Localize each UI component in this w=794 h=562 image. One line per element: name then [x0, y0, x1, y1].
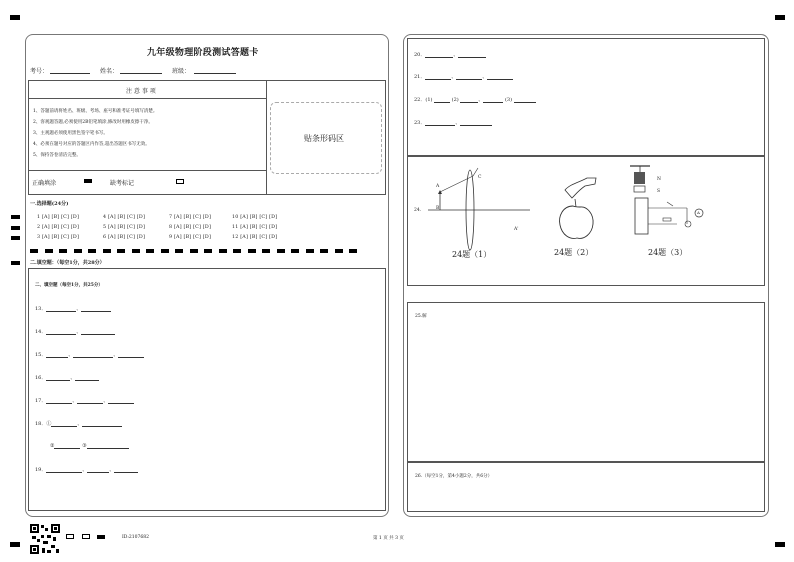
answer-blank[interactable]	[87, 444, 129, 449]
footer-filled-box	[97, 535, 105, 539]
question-number: 21．	[414, 74, 426, 80]
question-15: 15． 、 、	[35, 351, 144, 358]
name-label: 姓名：	[100, 68, 119, 75]
notice-item: 3、主观题必须使用黑色签字笔书写。	[33, 131, 108, 136]
question-part: (2)	[451, 97, 459, 103]
fig1-caption: 24题（1）	[452, 250, 492, 259]
notice-item: 2、客观题答题,必须使用2B铅笔填涂,修改时用橡皮擦干净。	[33, 120, 153, 125]
answer-blank[interactable]	[425, 53, 453, 58]
notice-item: 4、必须在题号对应的答题区内作答,超出答题区书写无效。	[33, 142, 150, 147]
answer-area-25[interactable]	[407, 302, 765, 462]
answer-blank[interactable]	[81, 307, 111, 312]
question-17: 17． 、 、	[35, 397, 134, 404]
answer-blank[interactable]	[108, 399, 134, 404]
apple-stem	[575, 199, 576, 207]
footer-checkbox[interactable]	[82, 534, 90, 539]
answer-area-26[interactable]	[407, 462, 765, 512]
answer-blank[interactable]	[77, 399, 103, 404]
correct-fill-label: 正确填涂	[32, 180, 57, 187]
footer-checkbox[interactable]	[66, 534, 74, 539]
answer-blank[interactable]	[483, 98, 503, 103]
answer-blank[interactable]	[460, 121, 492, 126]
answer-blank[interactable]	[425, 121, 455, 126]
question-number: 14．	[35, 329, 47, 335]
page-title: 九年级物理阶段测试答题卡	[147, 48, 259, 58]
divider	[28, 170, 266, 171]
notice-item: 1、答题前请将姓名、班级、考场、座号和准考证号填写清楚。	[33, 109, 158, 114]
answer-blank[interactable]	[81, 330, 115, 335]
timing-mark	[10, 15, 20, 20]
question-22: 22．(1) (2) 、 (3)	[414, 96, 536, 103]
question-16: 16． 、	[35, 374, 99, 381]
fig2-caption: 24题（2）	[554, 248, 594, 257]
question-number: 18．①	[35, 421, 52, 427]
hand	[565, 178, 596, 198]
question-number: ③	[82, 443, 87, 449]
answer-blank[interactable]	[425, 75, 451, 80]
barcode-area-label: 贴条形码区	[304, 134, 344, 143]
fig1-label-A: A	[436, 184, 440, 189]
question-13: 13． 、	[35, 305, 111, 312]
answer-blank[interactable]	[514, 98, 536, 103]
question-number: 23．	[414, 120, 426, 126]
correct-fill-sample	[84, 179, 92, 183]
divider	[28, 98, 266, 99]
question-14: 14． 、	[35, 328, 115, 335]
choice-cell[interactable]: 1 [A] [B] [C] [D]	[37, 215, 80, 220]
section1-heading: 一.选择题(24分)	[30, 201, 69, 207]
page-number: 第 1 页 共 3 页	[373, 536, 404, 541]
answer-blank[interactable]	[82, 422, 122, 427]
absent-mark-checkbox[interactable]	[176, 179, 184, 184]
fig1-label-A-prime: A'	[514, 227, 519, 232]
choice-cell[interactable]: 3 [A] [B] [C] [D]	[37, 235, 80, 240]
class-label: 班级：	[172, 68, 191, 75]
choice-cell[interactable]: 12 [A] [B] [C] [D]	[232, 235, 278, 240]
question-number: 19．	[35, 467, 47, 473]
answer-blank[interactable]	[118, 353, 144, 358]
section2-inner-heading: 二、填空题（每空1分，共25分）	[35, 283, 103, 288]
question-20: 20． 、	[414, 51, 486, 58]
fig1-label-C: C	[478, 175, 482, 180]
qr-code-icon	[29, 523, 61, 555]
timing-mark	[775, 542, 785, 547]
exam-no-field[interactable]	[50, 73, 90, 74]
question-18-cont	[50, 443, 129, 449]
switch	[667, 202, 673, 206]
timing-strip	[30, 249, 357, 253]
magnet-S	[634, 186, 645, 192]
notice-item: 5、保持答卷清洁完整。	[33, 153, 81, 158]
answer-blank[interactable]	[46, 353, 68, 358]
question-19: 19． 、 、	[35, 466, 138, 473]
choice-cell[interactable]: 6 [A] [B] [C] [D]	[103, 235, 146, 240]
choice-cell[interactable]: 8 [A] [B] [C] [D]	[169, 225, 212, 230]
answer-blank[interactable]	[46, 307, 76, 312]
question-number: 22．(1)	[414, 97, 433, 103]
answer-blank[interactable]	[46, 376, 70, 381]
answer-blank[interactable]	[487, 75, 513, 80]
answer-blank[interactable]	[75, 376, 99, 381]
answer-blank[interactable]	[458, 53, 486, 58]
card-id: ID:2107682	[122, 535, 149, 540]
class-field[interactable]	[194, 73, 236, 74]
notice-heading: 注 意 事 项	[126, 88, 156, 95]
exam-no-label: 考号：	[30, 68, 49, 75]
question-21: 21． 、 、	[414, 73, 513, 80]
choice-cell[interactable]: 11 [A] [B] [C] [D]	[232, 225, 278, 230]
question-number: 17．	[35, 398, 47, 404]
timing-mark	[11, 236, 20, 240]
fig3-ammeter-label: A	[697, 210, 700, 215]
answer-blank[interactable]	[46, 330, 76, 335]
choice-cell[interactable]: 2 [A] [B] [C] [D]	[37, 225, 80, 230]
question-number: 16．	[35, 375, 47, 381]
question-26-label: 26.（每空1分，第4小题2分，共6分）	[415, 474, 493, 479]
answer-blank[interactable]	[87, 468, 109, 473]
absent-mark-label: 缺考标记	[110, 180, 135, 187]
question-part: (3)	[504, 97, 513, 103]
question-number: ②	[50, 443, 55, 449]
question-number: 20．	[414, 52, 426, 58]
apple	[560, 206, 594, 238]
light-ray	[440, 176, 473, 192]
resistor	[663, 218, 671, 221]
timing-mark	[11, 261, 20, 265]
fig3-caption: 24题（3）	[648, 248, 688, 257]
question-24-number: 24.	[414, 208, 422, 213]
fig3-label-N: N	[657, 177, 661, 182]
answer-blank[interactable]	[54, 444, 80, 449]
electromagnet	[635, 198, 648, 234]
choice-cell[interactable]: 4 [A] [B] [C] [D]	[103, 215, 146, 220]
lamp	[685, 221, 691, 227]
answer-blank[interactable]	[456, 75, 482, 80]
answer-blank[interactable]	[114, 468, 138, 473]
question-18: 18．① 、	[35, 420, 122, 427]
divider	[266, 80, 267, 195]
timing-mark	[11, 215, 20, 219]
timing-mark	[10, 542, 20, 547]
fig3-label-S: S	[657, 189, 661, 194]
timing-mark	[11, 226, 20, 230]
question-number: 13．	[35, 306, 47, 312]
choice-cell[interactable]: 10 [A] [B] [C] [D]	[232, 215, 278, 220]
answer-blank[interactable]	[460, 98, 478, 103]
choice-cell[interactable]: 9 [A] [B] [C] [D]	[169, 235, 212, 240]
choice-cell[interactable]: 5 [A] [B] [C] [D]	[103, 225, 146, 230]
answer-blank[interactable]	[51, 422, 77, 427]
answer-blank[interactable]	[73, 353, 113, 358]
name-field[interactable]	[120, 73, 162, 74]
section2-heading: 二.填空题：（每空1分，共28分）	[30, 260, 105, 266]
magnet-N	[634, 172, 645, 184]
answer-blank[interactable]	[46, 399, 72, 404]
answer-blank[interactable]	[46, 468, 82, 473]
question-25-label: 25.解	[415, 314, 427, 319]
timing-mark	[775, 15, 785, 20]
question-23: 23． 、	[414, 119, 492, 126]
answer-blank[interactable]	[434, 98, 450, 103]
choice-cell[interactable]: 7 [A] [B] [C] [D]	[169, 215, 212, 220]
fig1-label-B: B	[436, 206, 440, 211]
question-number: 15．	[35, 352, 47, 358]
